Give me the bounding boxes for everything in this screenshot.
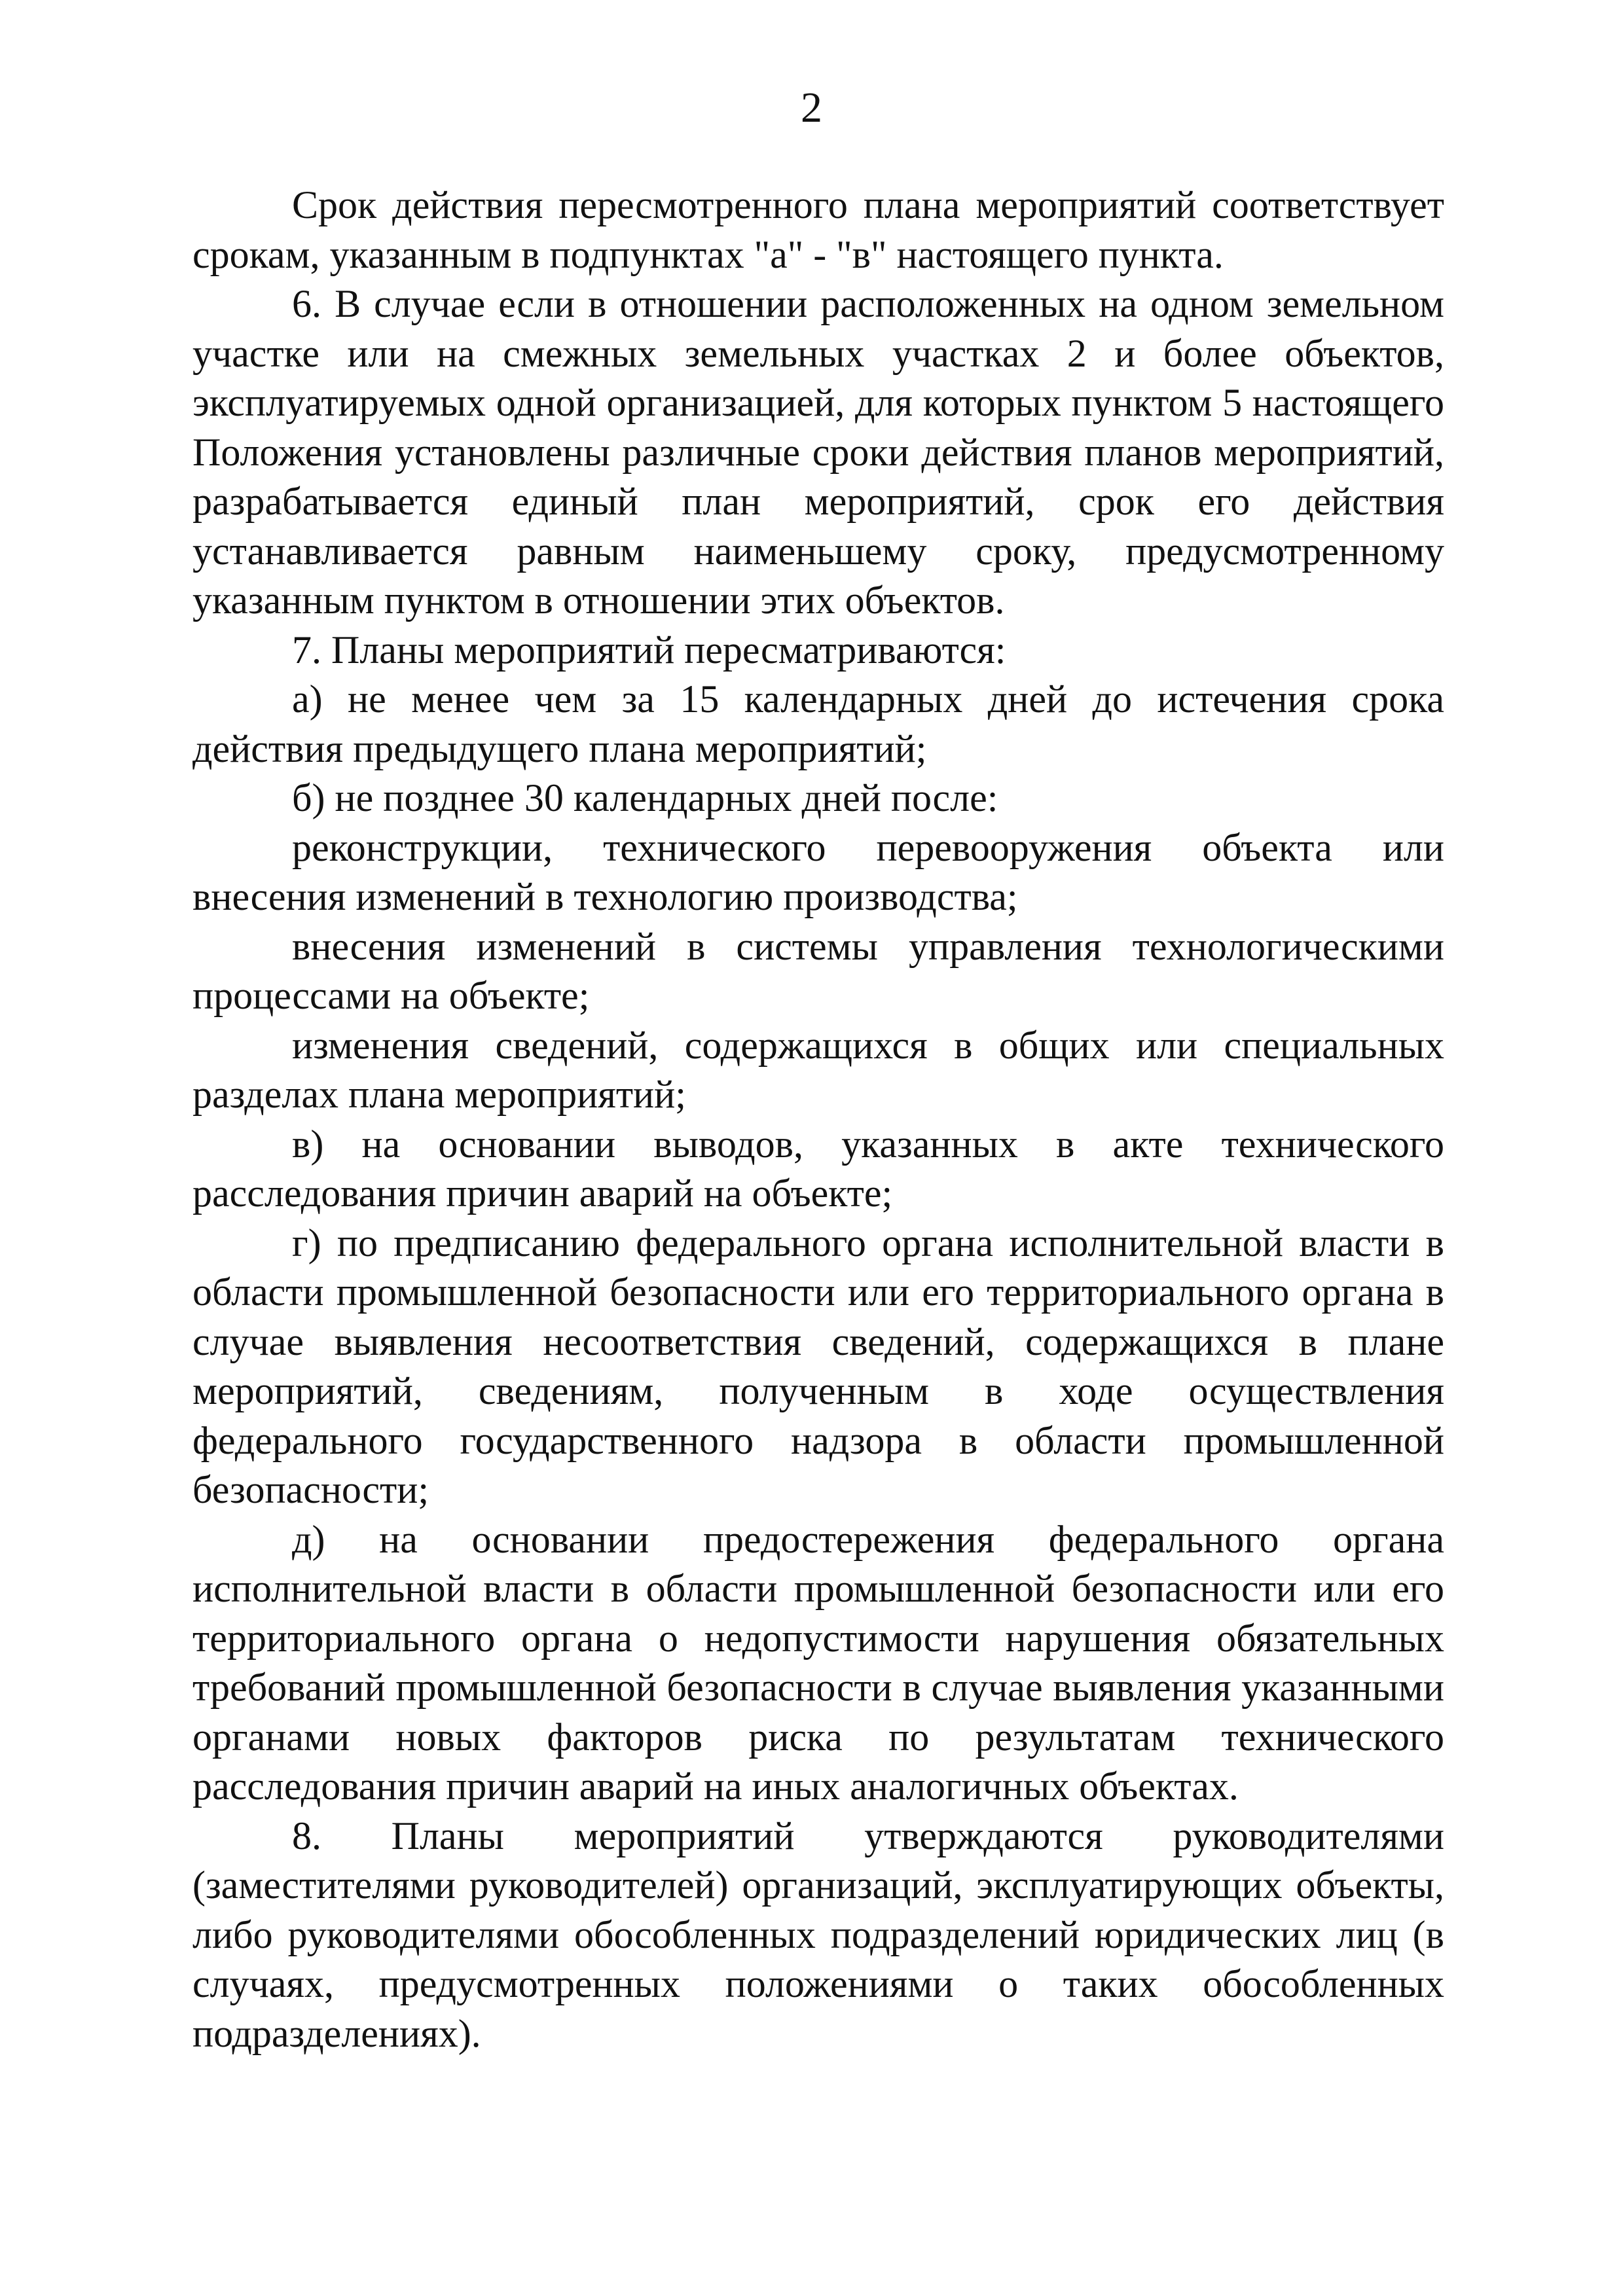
paragraph-subitem-g: г) по предписанию федерального органа исполнительной власти в области промышленной безопасности или его территориального органа в случае выявления несоответствия сведений, содержащихся в плане мероприятий, сведениям, полученным в ходе осуществления федерального государственного надзора в области промышленной безопасности; bbox=[192, 1221, 1444, 1511]
paragraph-item-6: 6. В случае если в отношении расположенных на одном земельном участке или на смежных земельных участках 2 и более объектов, эксплуатируемых одной организацией, для которых пунктом 5 настоящего Положения установлены различные сроки действия планов мероприятий, разрабатывается единый план мероприятий, срок его действия устанавливается равным наименьшему сроку, предусмотренному указанным пунктом в отношении этих объектов. bbox=[192, 282, 1444, 622]
paragraph-subitem-v: в) на основании выводов, указанных в акте технического расследования причин аварий на объекте; bbox=[192, 1122, 1444, 1215]
paragraph-subitem-b: б) не позднее 30 календарных дней после: bbox=[292, 776, 998, 819]
paragraph-validity-period: Срок действия пересмотренного плана мероприятий соответствует срокам, указанным в подпунктах "а" - "в" настоящего пункта. bbox=[192, 183, 1444, 276]
paragraph-item-7: 7. Планы мероприятий пересматриваются: bbox=[292, 628, 1006, 672]
page-number: 2 bbox=[801, 84, 822, 132]
paragraph-information-changes: изменения сведений, содержащихся в общих или специальных разделах плана мероприятий; bbox=[192, 1023, 1444, 1116]
paragraph-control-systems: внесения изменений в системы управления технологическими процессами на объекте; bbox=[192, 924, 1444, 1017]
paragraph-subitem-a: а) не менее чем за 15 календарных дней до истечения срока действия предыдущего плана мероприятий; bbox=[192, 677, 1444, 770]
paragraph-subitem-d: д) на основании предостережения федерального органа исполнительной власти в области промышленной безопасности или его территориального органа о недопустимости нарушения обязательных требований промышленной безопасности в случае выявления указанными органами новых факторов риска по результатам технического расследования причин аварий на иных аналогичных объектах. bbox=[192, 1517, 1444, 1808]
paragraph-reconstruction: реконструкции, технического перевооружения объекта или внесения изменений в технологию производства; bbox=[192, 825, 1444, 918]
paragraph-item-8: 8. Планы мероприятий утверждаются руководителями (заместителями руководителей) организаций, эксплуатирующих объекты, либо руководителями обособленных подразделений юридических лиц (в случаях, предусмотренных положениями о таких обособленных подразделениях). bbox=[192, 1814, 1444, 2055]
document-body bbox=[192, 181, 1444, 2058]
